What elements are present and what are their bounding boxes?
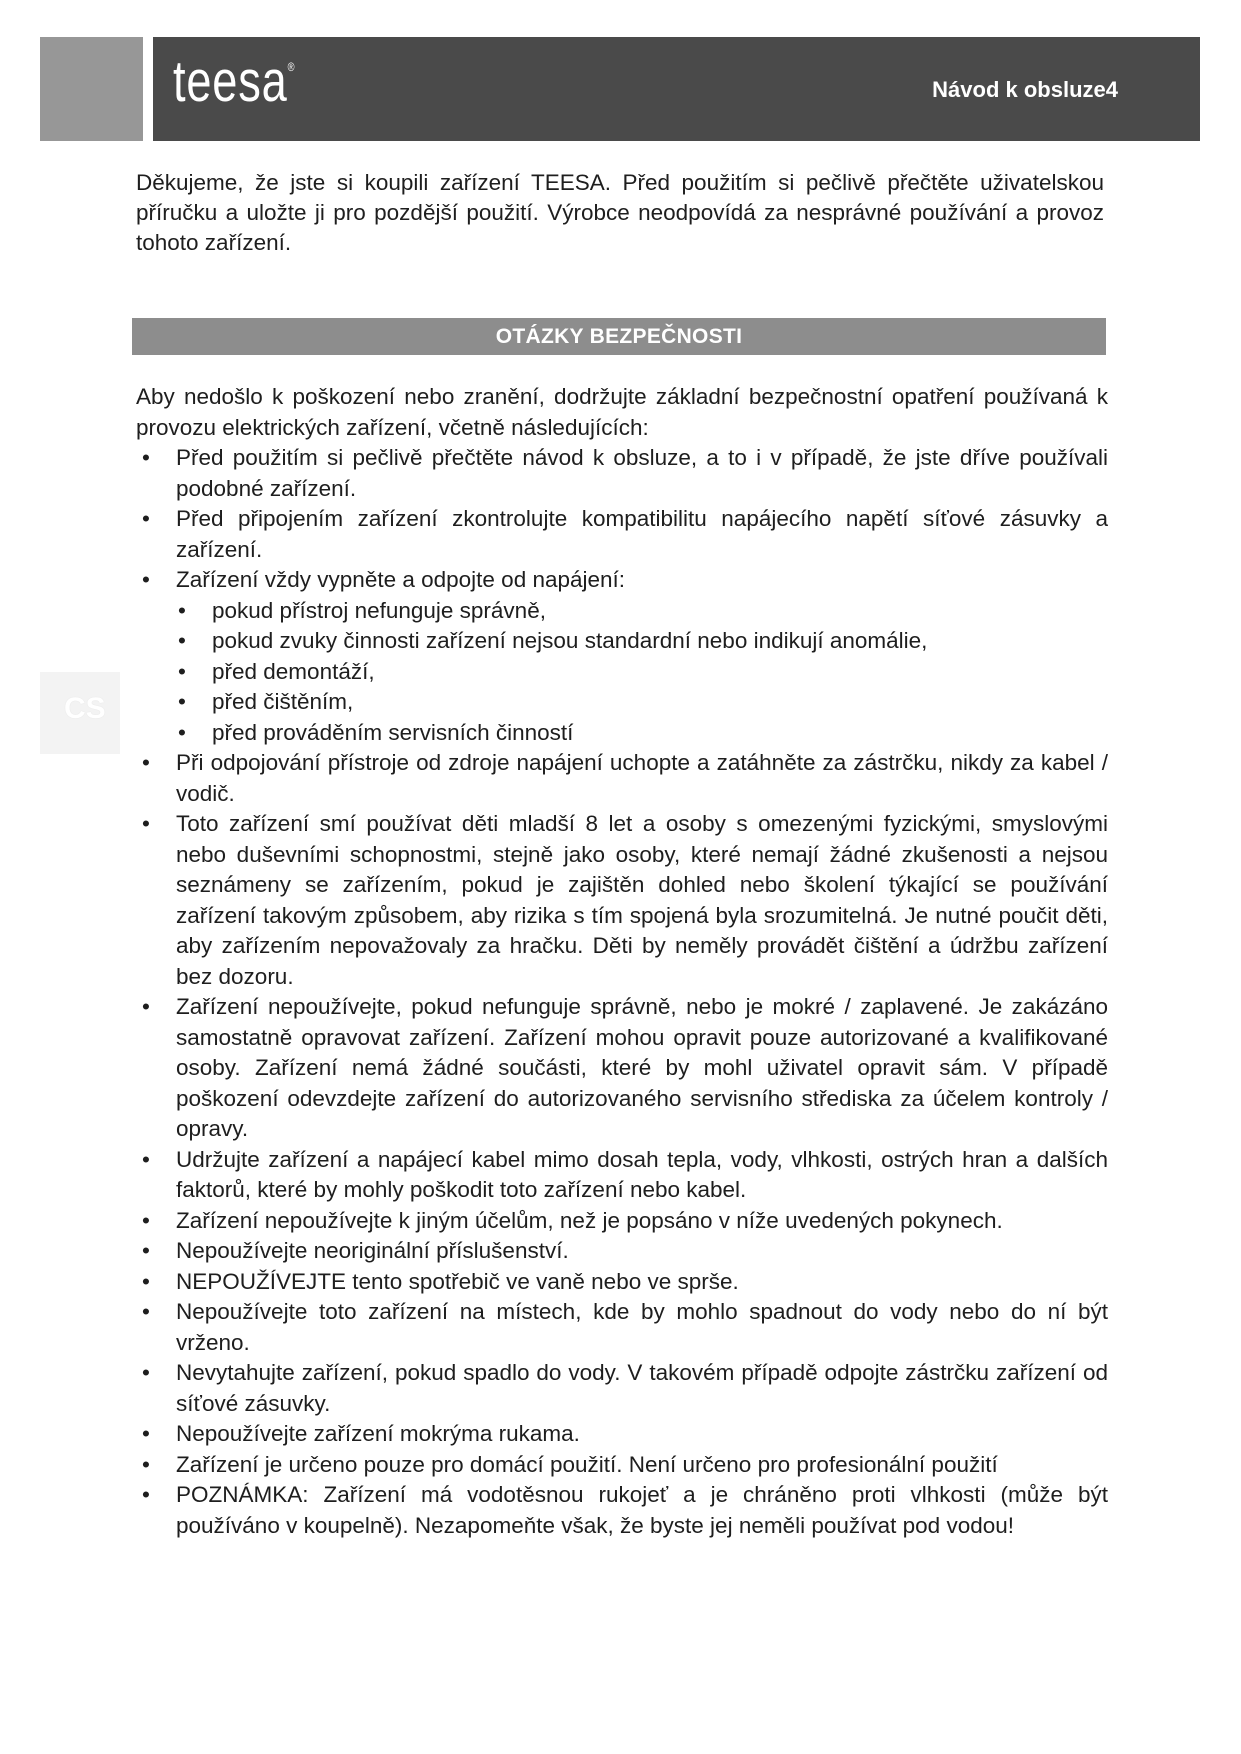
section-heading-bar [132, 318, 1106, 355]
safety-item: • Nepoužívejte neoriginální příslušenství. [136, 1236, 1108, 1267]
intro-paragraph: Děkujeme, že jste si koupili zařízení TEESA. Před použitím si pečlivě přečtěte uživatelskou příručku a uložte ji pro pozdější použití. Výrobce neodpovídá za nesprávné používání a provoz tohoto zařízení. [136, 170, 1104, 255]
disconnect-conditions-list [136, 596, 1108, 749]
safety-item: • Zařízení nepoužívejte, pokud nefunguje správně, nebo je mokré / zaplavené. Je zakázáno samostatně opravovat zařízení. Zařízení mohou opravit pouze autorizované a kvalifikované osoby. Zařízení nemá žádné součásti, které by mohl uživatel opravit sám. V případě poškození odevzdejte zařízení do autorizovaného servisního střediska za účelem kontroly / opravy. [136, 992, 1108, 1145]
safety-item: • Nepoužívejte toto zařízení na místech, kde by mohlo spadnout do vody nebo do ní být vrženo. [136, 1297, 1108, 1358]
safety-item: • Zařízení nepoužívejte k jiným účelům, než je popsáno v níže uvedených pokynech. [136, 1206, 1108, 1237]
safety-item: • NEPOUŽÍVEJTE tento spotřebič ve vaně nebo ve sprše. [136, 1267, 1108, 1298]
safety-item: • Toto zařízení smí používat děti mladší 8 let a osoby s omezenými fyzickými, smyslovými nebo duševními schopnostmi, stejně jako osoby, které nemají žádné zkušenosti a nejsou seznámeny se zařízením, pokud je zajištěn dohled nebo školení týkající se používání zařízení takovým způsobem, aby rizika s tím spojená byla srozumitelná. Je nutné poučit děti, aby zařízením nepovažovaly za hračku. Děti by neměly provádět čištění a údržbu zařízení bez dozoru. [136, 809, 1108, 992]
safety-item: • Při odpojování přístroje od zdroje napájení uchopte a zatáhněte za zástrčku, nikdy za kabel / vodič. [136, 748, 1108, 809]
condition-item: • před demontáží, [136, 657, 1108, 688]
safety-item: • Zařízení je určeno pouze pro domácí použití. Není určeno pro profesionální použití [136, 1450, 1108, 1481]
language-tab: CS [40, 672, 120, 754]
safety-item: • POZNÁMKA: Zařízení má vodotěsnou rukojeť a je chráněno proti vlhkosti (může být používáno v koupelně). Nezapomeňte však, že byste jej neměli používat pod vodou! [136, 1480, 1108, 1541]
safety-section [136, 382, 1108, 1541]
safety-lead: Aby nedošlo k poškození nebo zranění, dodržujte základní bezpečnostní opatření používaná k provozu elektrických zařízení, včetně následujících: [136, 384, 1108, 440]
header-accent-block [40, 37, 143, 141]
safety-item: • Nevytahujte zařízení, pokud spadlo do vody. V takovém případě odpojte zástrčku zařízení od síťové zásuvky. [136, 1358, 1108, 1419]
condition-item: • pokud zvuky činnosti zařízení nejsou standardní nebo indikují anomálie, [136, 626, 1108, 657]
safety-item: • Zařízení vždy vypněte a odpojte od napájení: [136, 565, 1108, 596]
teesa-logo: teesa® [173, 49, 296, 114]
safety-item: • Před připojením zařízení zkontrolujte kompatibilitu napájecího napětí síťové zásuvky a zařízení. [136, 504, 1108, 565]
section-title: OTÁZKY BEZPEČNOSTI [495, 325, 743, 348]
condition-item: • před čištěním, [136, 687, 1108, 718]
safety-list [136, 443, 1108, 596]
safety-item: • Udržujte zařízení a napájecí kabel mimo dosah tepla, vody, vlhkosti, ostrých hran a dalších faktorů, které by mohly poškodit toto zařízení nebo kabel. [136, 1145, 1108, 1206]
safety-item: • Nepoužívejte zařízení mokrýma rukama. [136, 1419, 1108, 1450]
header-bar [153, 37, 1200, 141]
condition-item: • pokud přístroj nefunguje správně, [136, 596, 1108, 627]
safety-item: • Před použitím si pečlivě přečtěte návod k obsluze, a to i v případě, že jste dříve používali podobné zařízení. [136, 443, 1108, 504]
condition-item: • před prováděním servisních činností [136, 718, 1108, 749]
manual-title: Návod k obsluze4 [932, 77, 1118, 102]
safety-list-continued [136, 748, 1108, 1541]
